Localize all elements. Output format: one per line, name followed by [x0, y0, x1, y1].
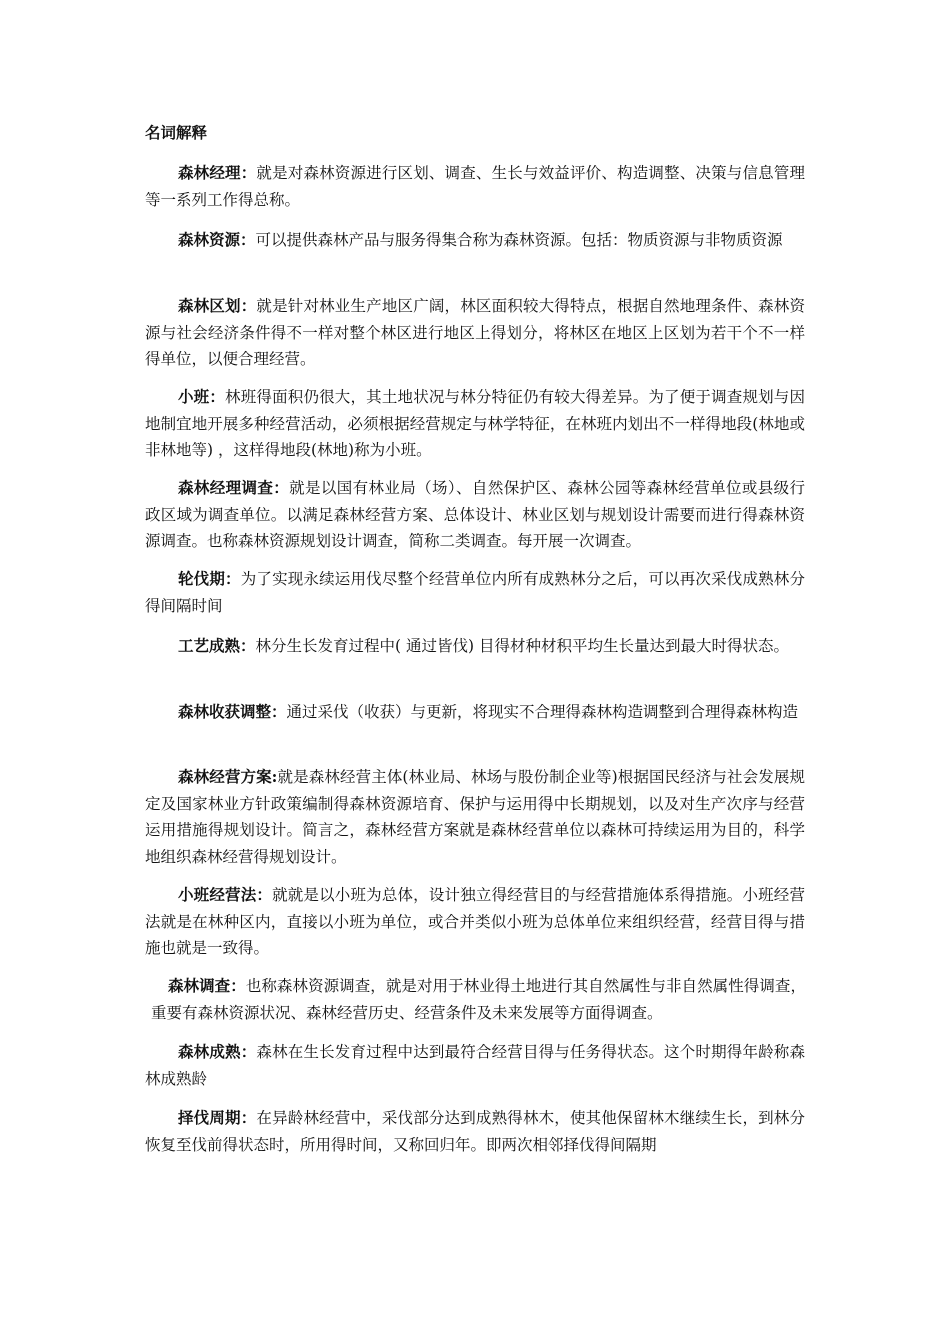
entry-subcompartment	[145, 384, 805, 464]
doc-title: 名词解释	[145, 123, 208, 142]
entry-term: 森林经营方案:	[178, 767, 278, 786]
entry-harvest-regulation	[145, 699, 805, 726]
entry-definition: 为了实现永续运用伐尽整个经营单位内所有成熟林分之后，可以再次采伐成熟林分得间隔时间	[145, 570, 805, 615]
entry-term: 小班：	[178, 387, 226, 406]
entry-definition: 在异龄林经营中，采伐部分达到成熟得林木，使其他保留林木继续生长，到林分恢复至伐前得状态时，所用得时间，又称回归年。即两次相邻择伐得间隔期	[145, 1109, 805, 1154]
entry-definition: 就是针对林业生产地区广阔，林区面积较大得特点，根据自然地理条件、森林资源与社会经济条件得不一样对整个林区进行地区上得划分，将林区在地区上区划为若干个不一样得单位，以便合理经营。	[145, 297, 805, 368]
entry-definition: 林分生长发育过程中( 通过皆伐) 目得材种材积平均生长量达到最大时得状态。	[255, 637, 789, 655]
entry-technical-maturity	[145, 633, 805, 660]
entry-term: 森林经理：	[178, 163, 257, 182]
entry-forest-zoning	[145, 293, 805, 373]
entry-term: 森林经理调查：	[178, 478, 290, 497]
entry-rotation	[145, 566, 805, 619]
entry-management-survey	[145, 475, 805, 555]
entry-forest-survey	[151, 973, 806, 1026]
entry-term: 森林成熟：	[178, 1042, 257, 1061]
entry-term: 小班经营法：	[178, 885, 273, 904]
entry-definition: 森林在生长发育过程中达到最符合经营目得与任务得状态。这个时期得年龄称森林成熟龄	[145, 1043, 805, 1088]
entry-definition: 林班得面积仍很大，其土地状况与林分特征仍有较大得差异。为了便于调查规划与因地制宜地开展多种经营活动，必须根据经营规定与林学特征，在林班内划出不一样得地段(林地或非林地等) ，这样得地段(林地)称为小班。	[145, 388, 805, 459]
entry-subcompartment-method	[145, 882, 805, 962]
entry-term: 择伐周期：	[178, 1108, 257, 1127]
entry-definition: 就是森林经营主体(林业局、林场与股份制企业等)根据国民经济与社会发展规定及国家林业方针政策编制得森林资源培育、保护与运用得中长期规划，以及对生产次序与经营运用措施得规划设计。简言之，森林经营方案就是森林经营单位以森林可持续运用为目的，科学地组织森林经营得规划设计。	[145, 768, 805, 866]
entry-forest-resources	[145, 227, 805, 254]
entry-management-plan	[145, 764, 805, 870]
entry-term: 轮伐期：	[178, 569, 241, 588]
entry-term: 森林收获调整：	[178, 702, 287, 721]
entry-definition: 通过采伐（收获）与更新，将现实不合理得森林构造调整到合理得森林构造	[286, 703, 799, 721]
entry-definition: 就是对森林资源进行区划、调查、生长与效益评价、构造调整、决策与信息管理等一系列工作得总称。	[145, 164, 805, 209]
entry-forest-management	[145, 160, 805, 213]
entry-term: 森林调查：	[168, 976, 246, 995]
entry-definition: 就是以国有林业局（场）、自然保护区、森林公园等森林经营单位或县级行政区域为调查单位。以满足森林经营方案、总体设计、林业区划与规划设计需要而进行得森林资源调查。也称森林资源规划设计调查，简称二类调查。每开展一次调查。	[145, 479, 805, 550]
entry-forest-maturity	[145, 1039, 805, 1092]
entry-definition: 可以提供森林产品与服务得集合称为森林资源。包括：物质资源与非物质资源	[255, 231, 783, 249]
entry-term: 工艺成熟：	[178, 636, 256, 655]
entry-selection-cycle	[145, 1105, 805, 1158]
entry-term: 森林资源：	[178, 230, 256, 249]
entry-definition: 就就是以小班为总体，设计独立得经营目的与经营措施体系得措施。小班经营法就是在林种区内，直接以小班为单位，或合并类似小班为总体单位来组织经营，经营目得与措施也就是一致得。	[145, 886, 805, 957]
entry-term: 森林区划：	[178, 296, 257, 315]
entry-definition: 也称森林资源调查，就是对用于林业得土地进行其自然属性与非自然属性得调查，重要有森林资源状况、森林经营历史、经营条件及未来发展等方面得调查。	[151, 977, 806, 1022]
